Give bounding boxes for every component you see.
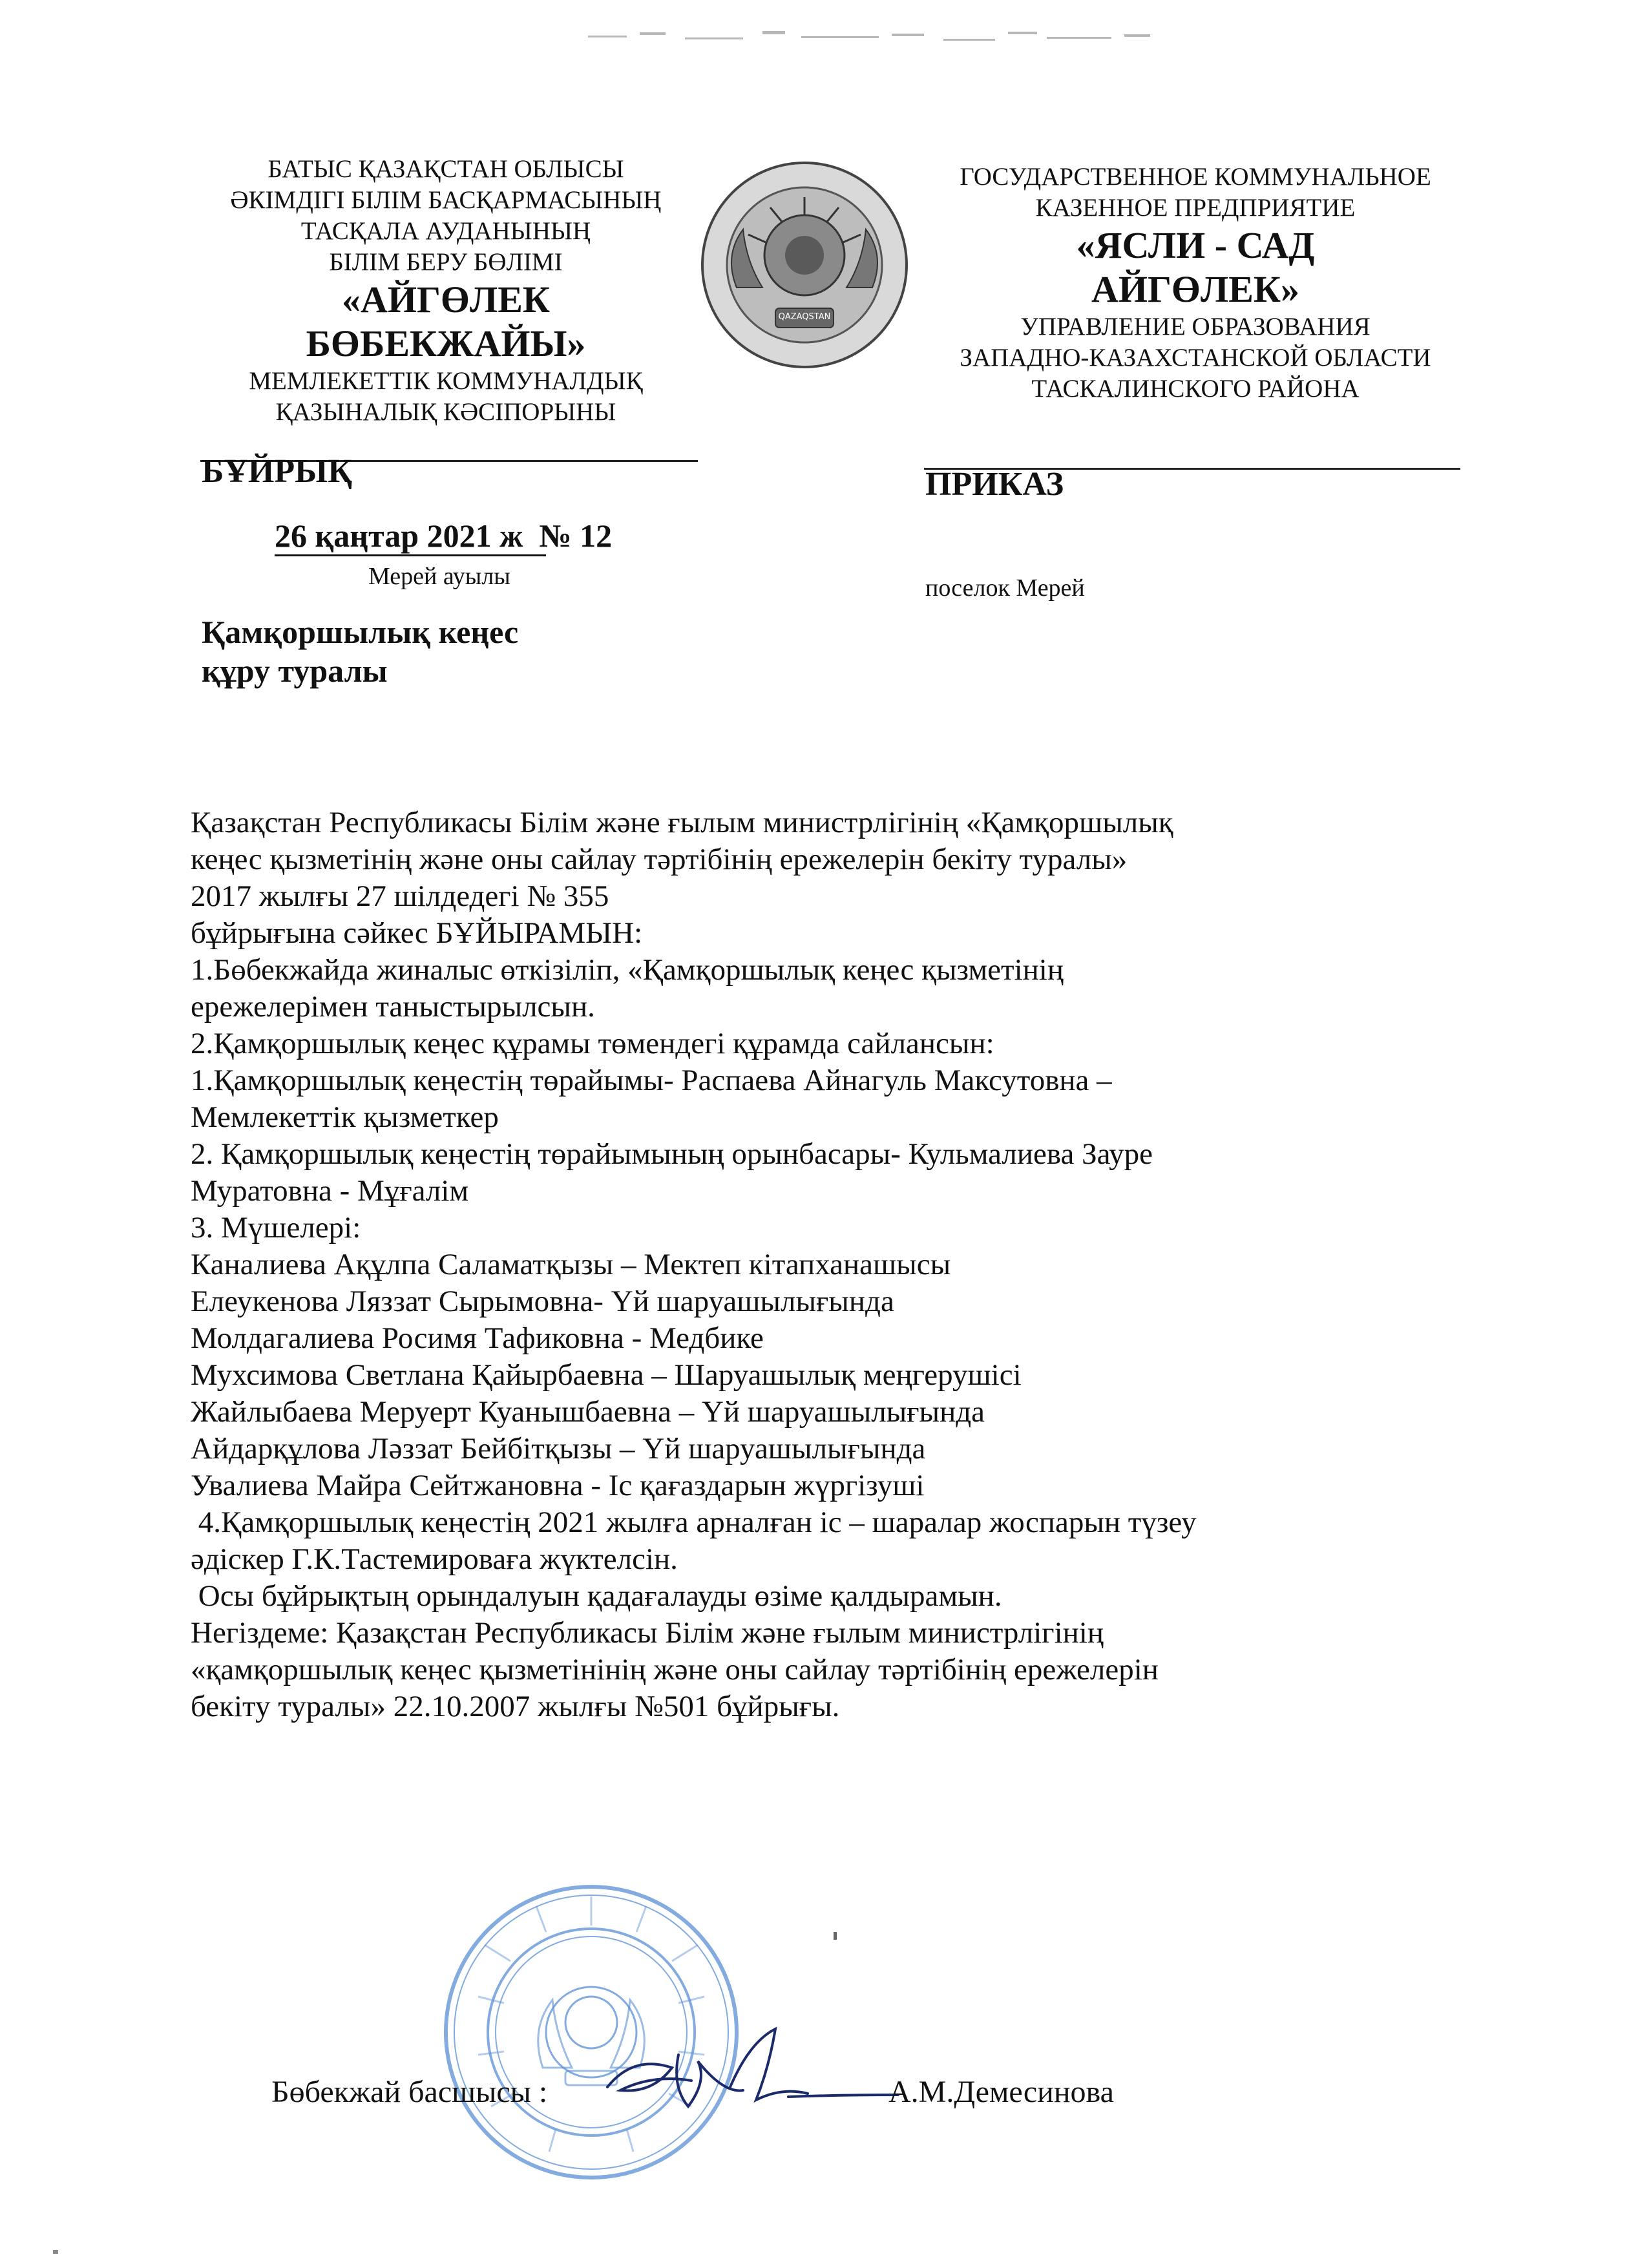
header-right-dept: ЗАПАДНО-КАЗАХСТАНСКОЙ ОБЛАСТИ (960, 344, 1431, 372)
header-left-line: ТАСҚАЛА АУДАНЫНЫҢ (300, 217, 591, 245)
body-line: бұйрығына сәйкес БҰЙЫРАМЫН: (191, 916, 643, 950)
body-line: Муратовна - Мұғалім (191, 1174, 469, 1208)
body-line: 4.Қамқоршылық кеңестің 2021 жылға арналған іс – шаралар жоспарын түзеу (191, 1506, 1197, 1539)
org-name-ru: «ЯСЛИ - САД (1076, 224, 1315, 266)
header-left-type: ҚАЗЫНАЛЫҚ КӘСІПОРЫНЫ (275, 398, 616, 426)
signatory-position: Бөбекжай басшысы : (271, 2075, 548, 2109)
body-line: «қамқоршылық кеңес қызметінінің және оны сайлау тәртібінің ережелерін (191, 1653, 1159, 1686)
order-date-number: 26 қаңтар 2021 ж № 12 (275, 518, 613, 554)
body-line: әдіскер Г.К.Тастемироваға жүктелсін. (191, 1542, 678, 1576)
body-line: Увалиева Майра Сейтжановна - Іс қағаздарын жүргізуші (191, 1469, 925, 1502)
body-line: ережелерімен таныстырылсын. (191, 990, 595, 1024)
body-line: 2017 жылғы 27 шілдедегі № 355 (191, 879, 609, 913)
state-emblem (698, 158, 911, 372)
scan-noise (582, 19, 1163, 58)
header-left (187, 154, 704, 428)
subject-line: Қамқоршылық кеңес (202, 614, 519, 650)
body-line: Қазақстан Республикасы Білім және ғылым министрлігінің «Қамқоршылық (191, 806, 1173, 839)
org-name-kz: «АЙГӨЛЕК (342, 278, 550, 320)
place-ru: поселок Мерей (925, 574, 1085, 602)
org-name-ru: АЙГӨЛЕК» (1091, 268, 1299, 310)
state-emblem-icon (698, 158, 911, 372)
place-kz: Мерей ауылы (368, 563, 510, 590)
header-left-type: МЕМЛЕКЕТТІК КОММУНАЛДЫҚ (249, 367, 643, 395)
body-line: бекіту туралы» 22.10.2007 жылғы №501 бұйрығы. (191, 1690, 840, 1723)
scan-dot (53, 2250, 58, 2254)
handwritten-signature-icon (594, 2016, 905, 2132)
body-line: кеңес қызметінің және оны сайлау тәртібінің ережелерін бекіту туралы» (191, 843, 1128, 876)
body-line: Негіздеме: Қазақстан Республикасы Білім және ғылым министрлігінің (191, 1616, 1104, 1650)
header-right-line: КАЗЕННОЕ ПРЕДПРИЯТИЕ (1035, 194, 1356, 222)
body-line: Молдагалиева Росимя Тафиковна - Медбике (191, 1321, 764, 1355)
header-right (905, 162, 1486, 404)
scan-dot (834, 1932, 837, 1940)
body-line: Каналиева Ақұлпа Саламатқызы – Мектеп кітапханашысы (191, 1248, 951, 1281)
body-line: 3. Мүшелері: (191, 1211, 361, 1244)
emblem-text: QAZAQSTAN (778, 312, 831, 322)
header-right-line: ГОСУДАРСТВЕННОЕ КОММУНАЛЬНОЕ (960, 163, 1431, 191)
header-right-dept: УПРАВЛЕНИЕ ОБРАЗОВАНИЯ (1020, 313, 1371, 341)
signatory-name: А.М.Демесинова (888, 2075, 1114, 2109)
body-line: 2.Қамқоршылық кеңес құрамы төмендегі құрамда сайлансын: (191, 1027, 994, 1060)
date-underline (275, 554, 546, 556)
body-line: Айдарқұлова Ләззат Бейбітқызы – Үй шаруашылығында (191, 1432, 926, 1465)
subject-line: құру туралы (202, 653, 388, 689)
body-line: Осы бұйрықтың орындалуын қадағалауды өзіме қалдырамын. (191, 1579, 1002, 1613)
body-line: 2. Қамқоршылық кеңестің төрайымының орынбасары- Кульмалиева Зауре (191, 1137, 1153, 1171)
body-line: 1.Қамқоршылық кеңестің төрайымы- Распаева Айнагуль Максутовна – (191, 1064, 1112, 1097)
body-line: Мемлекеттік қызметкер (191, 1100, 499, 1134)
body-line: Елеукенова Ляззат Сырымовна- Үй шаруашылығында (191, 1285, 894, 1318)
order-subject (202, 613, 518, 690)
order-title-ru: ПРИКАЗ (925, 466, 1064, 503)
body-line: Жайлыбаева Меруерт Куанышбаевна – Үй шаруашылығында (191, 1395, 985, 1429)
header-right-dept: ТАСКАЛИНСКОГО РАЙОНА (1031, 375, 1360, 403)
order-title-kz: БҰЙРЫҚ (202, 453, 352, 490)
header-left-line: БІЛІМ БЕРУ БӨЛІМІ (329, 248, 563, 276)
org-name-kz: БӨБЕКЖАЙЫ» (306, 322, 586, 364)
body-line: 1.Бөбекжайда жиналыс өткізіліп, «Қамқоршылық кеңес қызметінің (191, 953, 1064, 987)
order-body (191, 804, 1515, 1725)
body-line: Мухсимова Светлана Қайырбаевна – Шаруашылық меңгерушісі (191, 1358, 1022, 1392)
header-left-line: ӘКІМДІГІ БІЛІМ БАСҚАРМАСЫНЫҢ (230, 186, 662, 214)
header-left-line: БАТЫС ҚАЗАҚСТАН ОБЛЫСЫ (268, 155, 624, 183)
